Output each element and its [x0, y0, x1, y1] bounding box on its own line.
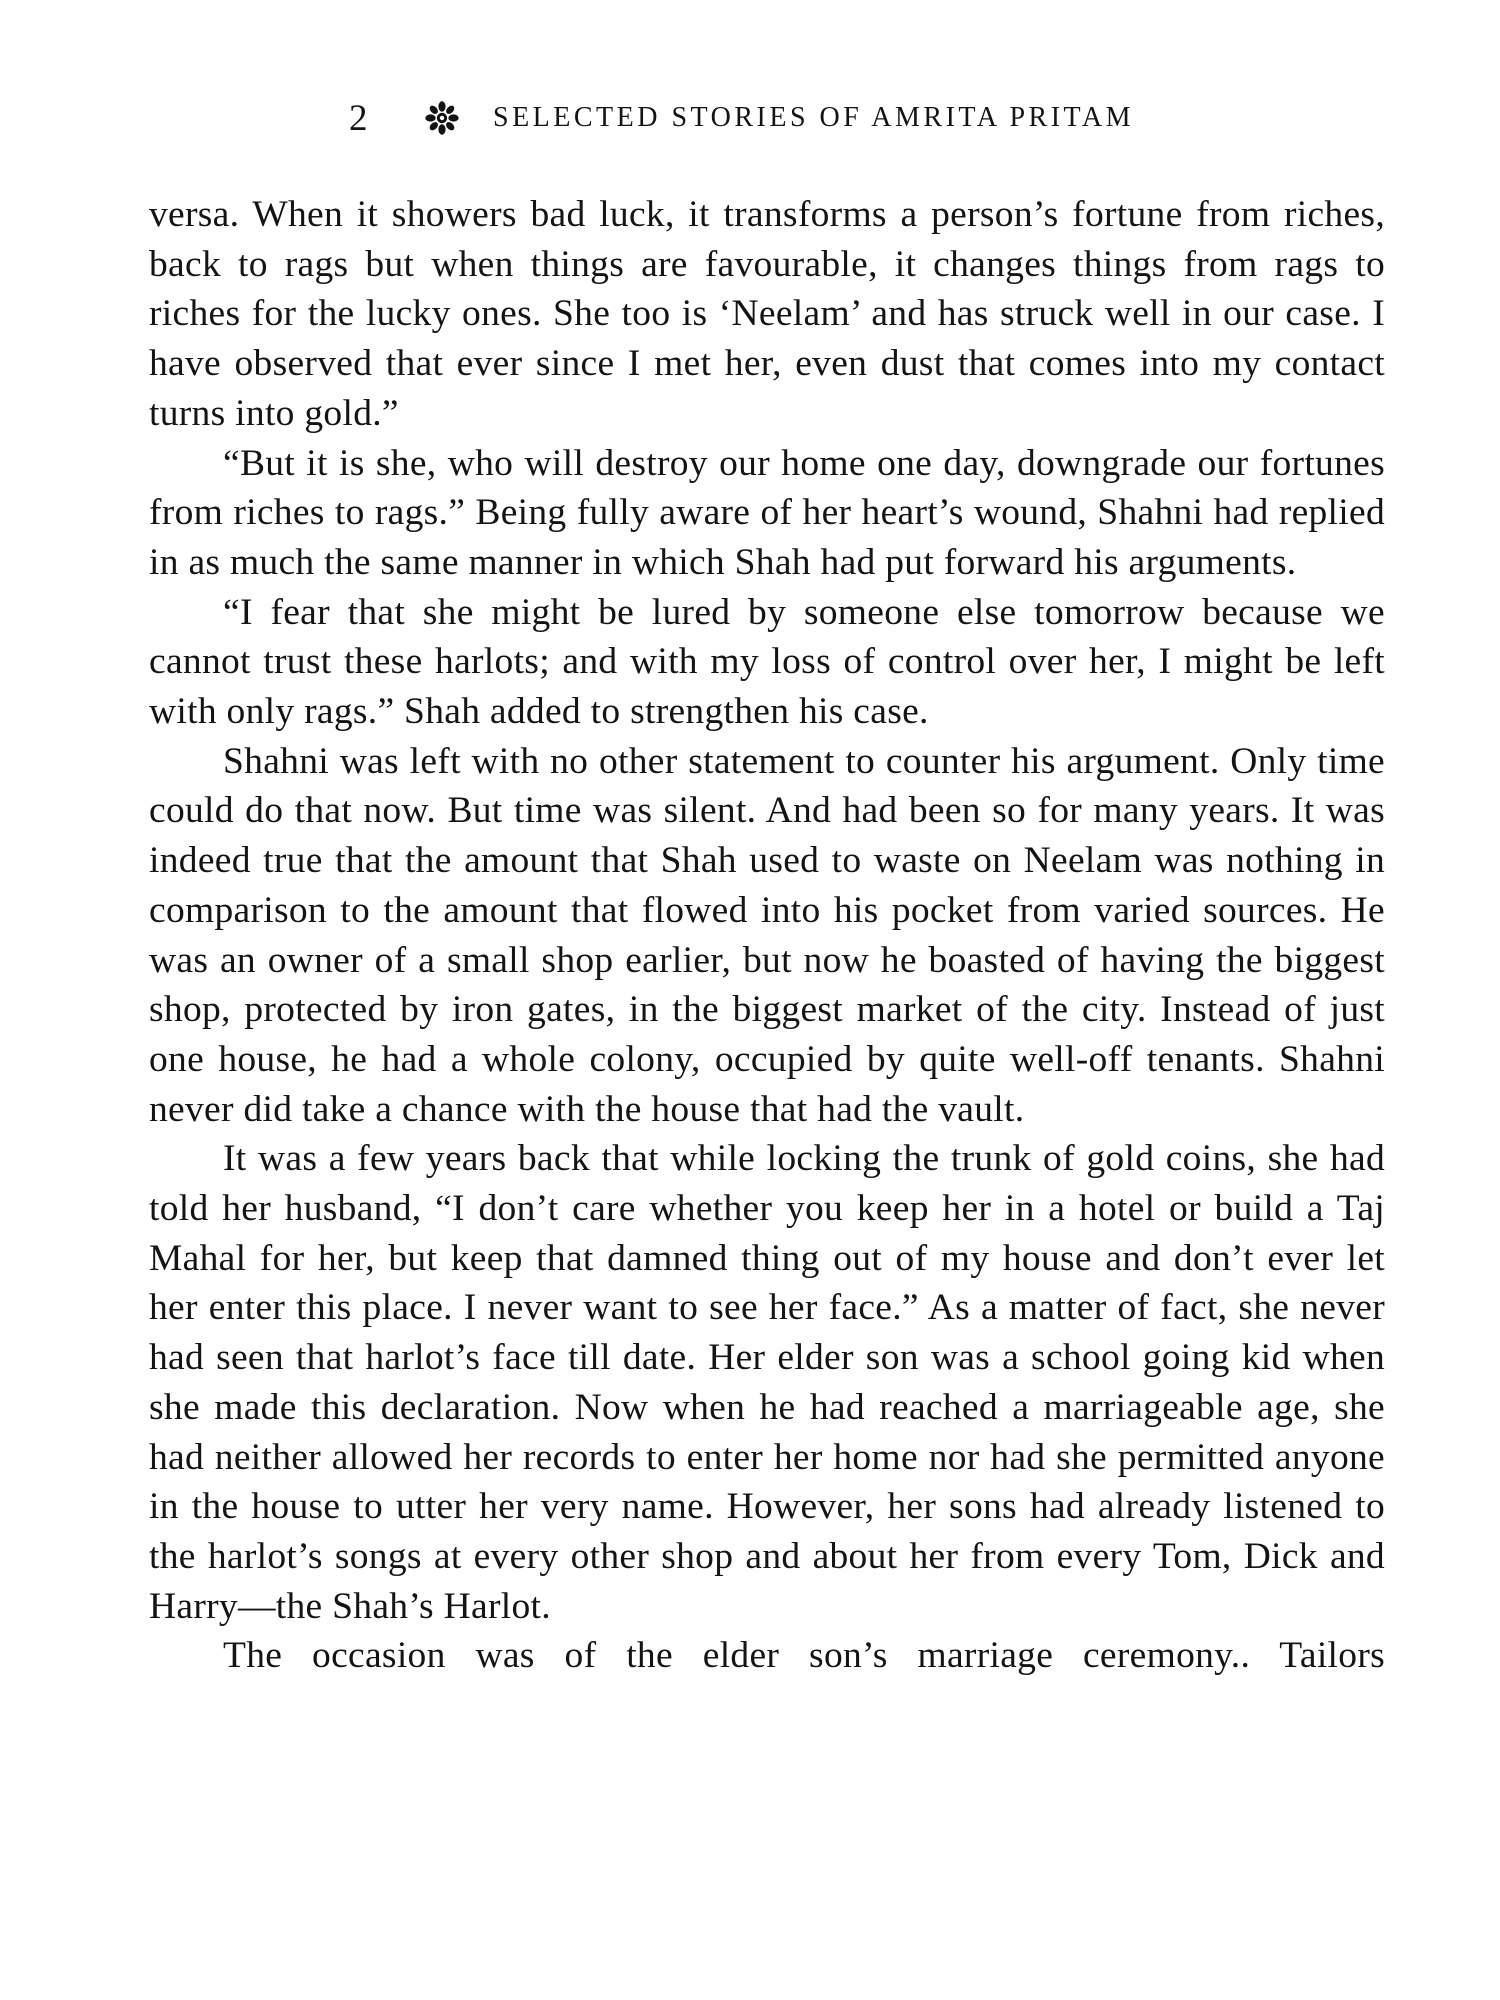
page-number: 2: [349, 97, 368, 139]
body-text: [149, 190, 1385, 1681]
paragraph-1: versa. When it showers bad luck, it transforms a person’s fortune from riches, back to rags but when things are favourable, it changes things from rags to riches for the lucky ones. She too is ‘Neelam’ and has struck well in our case. I have observed that ever since I met her, even dust that comes into my contact turns into gold.”: [149, 194, 1385, 434]
book-title: SELECTED STORIES OF AMRITA PRITAM: [493, 102, 1135, 133]
running-head: [349, 96, 1189, 140]
paragraph-2: “But it is she, who will destroy our home one day, downgrade our fortunes from riches to rags.” Being fully aware of her heart’s wound, Shahni had replied in as much the same manner in which Shah had put forward his arguments.: [149, 442, 1385, 583]
lotus-ornament-icon: [425, 101, 459, 135]
paragraph-4: Shahni was left with no other statement to counter his argument. Only time could do that now. But time was silent. And had been so for many years. It was indeed true that the amount that Shah used to waste on Neelam was nothing in comparison to the amount that flowed into his pocket from varied sources. He was an owner of a small shop earlier, but now he boasted of having the biggest shop, protected by iron gates, in the biggest market of the city. Instead of just one house, he had a whole colony, occupied by quite well-off tenants. Shahni never did take a chance with the house that had the vault.: [149, 740, 1385, 1130]
paragraph-3: “I fear that she might be lured by someone else tomorrow because we cannot trust these harlots; and with my loss of control over her, I might be left with only rags.” Shah added to strengthen his case.: [149, 591, 1385, 733]
paragraph-6: The occasion was of the elder son’s marriage ceremony.. Tailors: [223, 1635, 1385, 1677]
paragraph-5: It was a few years back that while locking the trunk of gold coins, she had told her husband, “I don’t care whether you keep her in a hotel or build a Taj Mahal for her, but keep that damned thing out of my house and don’t ever let her enter this place. I never want to see her face.” As a matter of fact, she never had seen that harlot’s face till date. Her elder son was a school going kid when she made this declaration. Now when he had reached a marriageable age, she had neither allowed her records to enter her home nor had she permitted anyone in the house to utter her very name. However, her sons had already listened to the harlot’s songs at every other shop and about her from every Tom, Dick and Harry—the Shah’s Harlot.: [149, 1138, 1385, 1627]
